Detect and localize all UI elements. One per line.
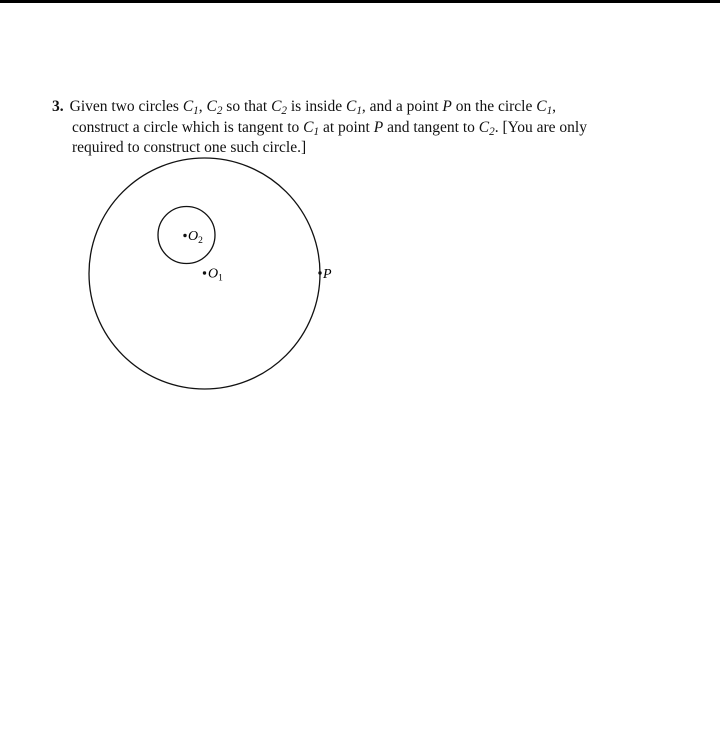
label-o2: $O_2$ [188, 229, 203, 246]
text-fragment: . [You are only [494, 118, 587, 136]
problem-number: 3. [52, 98, 64, 115]
problem-line-3: required to construct one such circle.] [72, 139, 307, 156]
math-p: P [442, 98, 452, 115]
text-fragment: Given two circles [69, 98, 183, 115]
text-fragment: , [552, 98, 557, 115]
math-c2: $C_2$ [478, 118, 495, 138]
math-c1: $C_1$ [346, 98, 362, 118]
text-fragment: and tangent to [383, 118, 479, 136]
math-c2: $C_2$ [206, 98, 223, 118]
text-fragment: , [198, 98, 207, 115]
point-p [318, 271, 321, 274]
label-p: P [323, 267, 332, 282]
text-fragment: at point [319, 118, 374, 136]
point-o2 [183, 234, 186, 237]
math-c2: $C_2$ [271, 98, 287, 118]
label-o1: $O_1$ [208, 266, 223, 284]
math-p: P [373, 118, 384, 136]
text-fragment: is inside [287, 98, 346, 115]
math-c1: $C_1$ [536, 98, 553, 118]
math-c1: $C_1$ [182, 98, 199, 118]
math-c1: $C_1$ [303, 118, 320, 138]
text-fragment: so that [222, 98, 272, 115]
text-fragment: , and a point [361, 98, 443, 115]
text-fragment: construct a circle which is tangent to [72, 118, 304, 136]
point-o1 [203, 271, 206, 274]
text-fragment: on the circle [451, 98, 537, 115]
